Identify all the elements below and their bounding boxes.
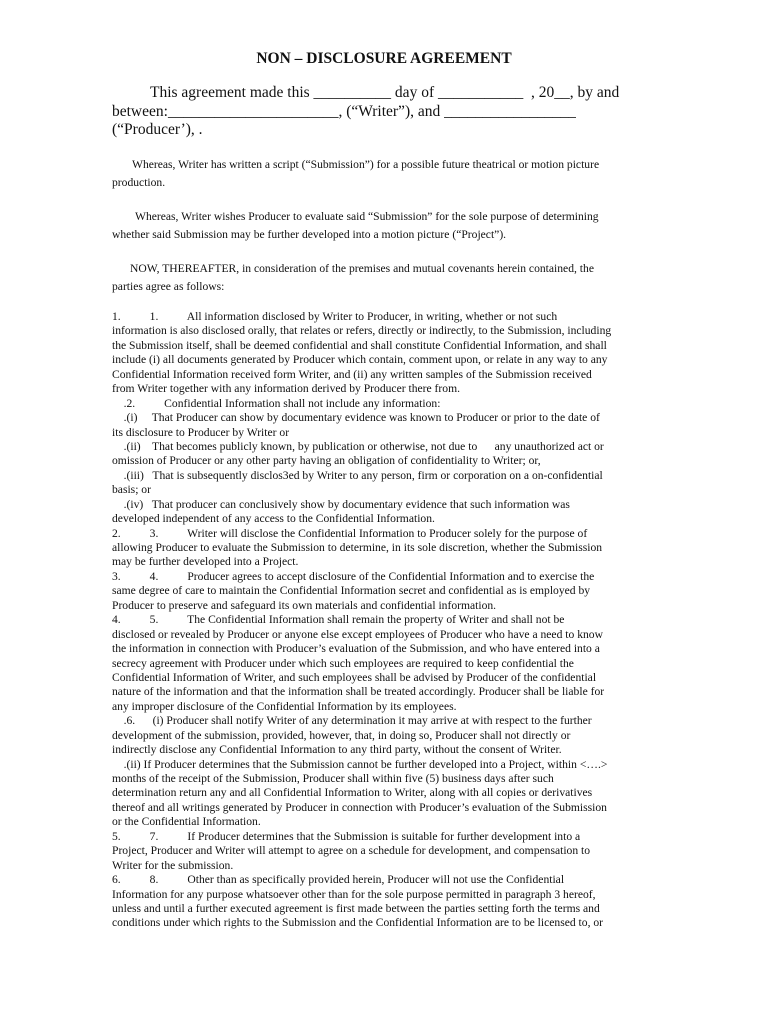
recital-now-thereafter <box>112 260 652 296</box>
clause-line: thereof and all writings generated by Producer in connection with Producer’s evaluation of the Submission <box>112 800 607 814</box>
clause-line: .(ii) If Producer determines that the Submission cannot be further developed into a Project, within <….> <box>112 757 608 771</box>
recital-line: Whereas, Writer wishes Producer to evaluate said “Submission” for the sole purpose of determining <box>135 210 599 223</box>
recital-writer-script <box>112 156 652 192</box>
clause-line: 5. 7. If Producer determines that the Submission is suitable for further development into a <box>112 829 581 843</box>
clause-line: .(iii) That is subsequently disclos3ed by Writer to any person, firm or corporation on a on-confidential <box>112 468 603 482</box>
document-title: NON – DISCLOSURE AGREEMENT <box>256 50 512 67</box>
clause-line: developed independent of any access to the Confidential Information. <box>112 512 435 526</box>
recital-line: production. <box>112 176 166 189</box>
clause-line: include (i) all documents generated by Producer which contain, comment upon, or relate in any way to any <box>112 353 608 367</box>
recital-line: parties agree as follows: <box>112 280 225 293</box>
clause-line: basis; or <box>112 483 151 497</box>
clause-line: the information in connection with Producer’s evaluation of the Submission, and who have entered into a <box>112 642 600 656</box>
clause-line: development of the submission, provided, however, that, in doing so, Producer shall not directly or <box>112 728 571 742</box>
clause-line: any improper disclosure of the Confidential Information by its employees. <box>112 699 457 713</box>
clause-line: Writer for the submission. <box>112 858 234 872</box>
clause-line: or the Confidential Information. <box>112 815 261 829</box>
clause-line: same degree of care to maintain the Confidential Information secret and confidential as is employed by <box>112 584 591 598</box>
clause-line: .2. Confidential Information shall not include any information: <box>112 396 441 410</box>
clause-line: indirectly disclose any Confidential Information to any third party, without the consent of Writer. <box>112 743 562 757</box>
clause-line: Confidential Information of Writer, and such employees shall be advised by Producer of the confidential <box>112 670 597 684</box>
clause-line: its disclosure to Producer by Writer or <box>112 425 290 439</box>
recital-evaluation-purpose <box>112 208 652 244</box>
clause-line: determination return any and all Confidential Information to Writer, along with all copies or derivatives <box>112 786 593 800</box>
clause-line: unless and until a further executed agreement is first made between the parties setting forth the terms and <box>112 901 600 915</box>
clause-line: Information for any purpose whatsoever other than for the sole purpose permitted in paragraph 3 hereof, <box>112 887 596 901</box>
clause-line: Confidential Information received form Writer, and (ii) any written samples of the Submission received <box>112 367 592 381</box>
clause-line: conditions under which rights to the Submission and the Confidential Information are to be licensed to, or <box>112 916 604 930</box>
clause-line: 3. 4. Producer agrees to accept disclosure of the Confidential Information and to exercise the <box>112 569 595 583</box>
clause-line: 1. 1. All information disclosed by Writer to Producer, in writing, whether or not such <box>112 310 558 323</box>
intro-line: This agreement made this __________ day of ___________ , 20__, by and <box>150 84 620 101</box>
agreement-intro <box>112 84 672 140</box>
clause-line: from Writer together with any information derived by Producer there from. <box>112 382 460 396</box>
clause-line: omission of Producer or any other party having an obligation of confidentiality to Writer; or, <box>112 454 541 468</box>
agreement-clauses <box>112 310 672 931</box>
clause-line: months of the receipt of the Submission, Producer shall within five (5) business days after such <box>112 772 554 785</box>
clause-line: Producer to preserve and safeguard its own materials and confidential information. <box>112 598 497 612</box>
clause-line: 2. 3. Writer will disclose the Confidential Information to Producer solely for the purpose of <box>112 526 588 540</box>
clause-line: .(iv) That producer can conclusively show by documentary evidence that such information was <box>112 497 570 511</box>
clause-line: allowing Producer to evaluate the Submission to determine, in its sole discretion, whether the Submission <box>112 541 603 554</box>
clause-line: secrecy agreement with Producer under which such employees are required to keep confidential the <box>112 656 574 670</box>
recital-line: NOW, THEREAFTER, in consideration of the premises and mutual covenants herein contained, the <box>130 262 594 275</box>
clause-line: may be further developed into a Project. <box>112 555 299 569</box>
clause-line: 4. 5. The Confidential Information shall remain the property of Writer and shall not be <box>112 613 565 627</box>
clause-line: Project, Producer and Writer will attempt to agree on a schedule for development, and compensation to <box>112 844 591 858</box>
clause-line: the Submission itself, shall be deemed confidential and shall constitute Confidential Information, and shall <box>112 338 607 352</box>
clause-line: 6. 8. Other than as specifically provided herein, Producer will not use the Confidential <box>112 873 565 887</box>
clause-line: .(i) That Producer can show by documentary evidence was known to Producer or prior to the date of <box>112 411 600 425</box>
clause-line: .(ii) That becomes publicly known, by publication or otherwise, not due to any unauthorized act or <box>112 439 604 453</box>
recital-line: whether said Submission may be further developed into a motion picture (“Project”). <box>112 228 507 241</box>
intro-line: (“Producer’), . <box>112 121 203 138</box>
intro-line: between:______________________, (“Writer”), and _________________ <box>112 102 576 120</box>
clause-line: information is also disclosed orally, that relates or refers, directly or indirectly, to the Submission, including <box>112 324 612 338</box>
clause-line: .6. (i) Producer shall notify Writer of any determination it may arrive at with respect to the further <box>112 714 592 728</box>
recital-line: Whereas, Writer has written a script (“Submission”) for a possible future theatrical or motion picture <box>132 158 600 171</box>
clause-line: nature of the information and that the information shall be treated accordingly. Producer shall be liable for <box>112 685 605 699</box>
clause-line: disclosed or revealed by Producer or anyone else except employees of Producer who have a need to know <box>112 627 603 641</box>
